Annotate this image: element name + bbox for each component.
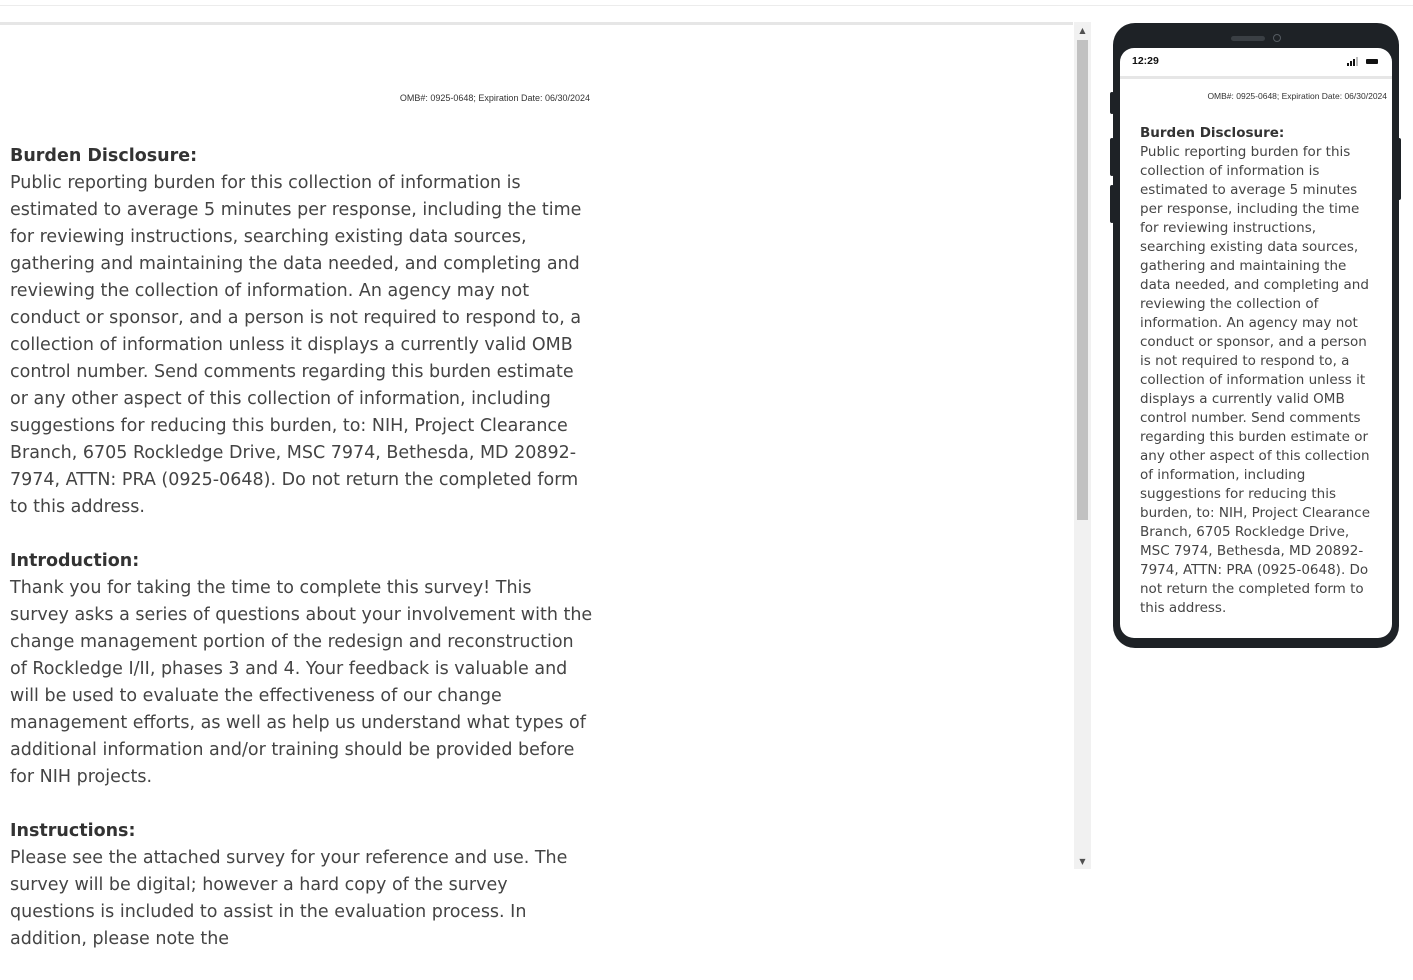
phone-camera-icon bbox=[1273, 34, 1281, 42]
omb-notice: OMB#: 0925-0648; Expiration Date: 06/30/2024 bbox=[399, 93, 590, 103]
scroll-down-arrow-icon[interactable]: ▼ bbox=[1079, 857, 1086, 866]
battery-icon bbox=[1366, 59, 1378, 64]
phone-speaker bbox=[1231, 36, 1265, 41]
scrollbar-thumb[interactable] bbox=[1077, 40, 1088, 520]
desktop-scrollbar[interactable] bbox=[1074, 22, 1091, 869]
phone-omb-notice: OMB#: 0925-0648; Expiration Date: 06/30/2024 bbox=[1207, 91, 1387, 101]
phone-burden-text: Public reporting burden for this collection of information is estimated to average 5 minutes per response, including the time for reviewing instructions, searching existing data sources, gathering and maintaining the data needed, and completing and reviewing the collection of information. An agency may not conduct or sponsor, and a person is not required to respond to, a collection of information unless it displays a currently valid OMB control number. Send comments regarding this burden estimate or any other aspect of this collection of information, including suggestions for reducing this burden, to: NIH, Project Clearance Branch, 6705 Rockledge Drive, MSC 7974, Bethesda, MD 20892-7974, ATTN: PRA (0925-0648). Do not return the completed form to this address. bbox=[1140, 144, 1371, 616]
top-toolbar bbox=[0, 0, 1413, 6]
scroll-up-arrow-icon[interactable]: ▲ bbox=[1079, 26, 1086, 35]
status-time: 12:29 bbox=[1132, 55, 1159, 67]
mobile-preview-device bbox=[1113, 23, 1399, 648]
phone-status-bar bbox=[1120, 48, 1392, 79]
instructions-heading: Instructions: bbox=[10, 821, 136, 841]
desktop-preview-pane[interactable] bbox=[0, 22, 1073, 949]
burden-text: Public reporting burden for this collection of information is estimated to average 5 minutes per response, including the time for reviewing instructions, searching existing data sources, gathering and maintaining the data needed, and completing and reviewing the collection of information. An agency may not conduct or sponsor, and a person is not required to respond to, a collection of information unless it displays a currently valid OMB control number. Send comments regarding this burden estimate or any other aspect of this collection of information, including suggestions for reducing this burden, to: NIH, Project Clearance Branch, 6705 Rockledge Drive, MSC 7974, Bethesda, MD 20892-7974, ATTN: PRA (0925-0648). Do not return the completed form to this address. bbox=[10, 173, 582, 517]
instructions-text: Please see the attached survey for your reference and use. The survey will be digital; however a hard copy of the survey questions is included to assist in the evaluation process. In addition, please note the bbox=[10, 848, 568, 949]
phone-document-body bbox=[1140, 124, 1372, 618]
document-body bbox=[10, 143, 595, 980]
introduction-heading: Introduction: bbox=[10, 551, 140, 571]
phone-burden-heading: Burden Disclosure: bbox=[1140, 125, 1285, 141]
introduction-text: Thank you for taking the time to complete this survey! This survey asks a series of questions about your involvement with the change management portion of the redesign and reconstruction of Rockledge I/II, phases 3 and 4. Your feedback is valuable and will be used to evaluate the effectiveness of our change management efforts, as well as help us understand what types of additional information and/or training should be provided before for NIH projects. bbox=[10, 578, 593, 787]
burden-heading: Burden Disclosure: bbox=[10, 146, 198, 166]
signal-icon bbox=[1347, 57, 1359, 66]
mobile-preview-screen[interactable] bbox=[1120, 48, 1392, 638]
